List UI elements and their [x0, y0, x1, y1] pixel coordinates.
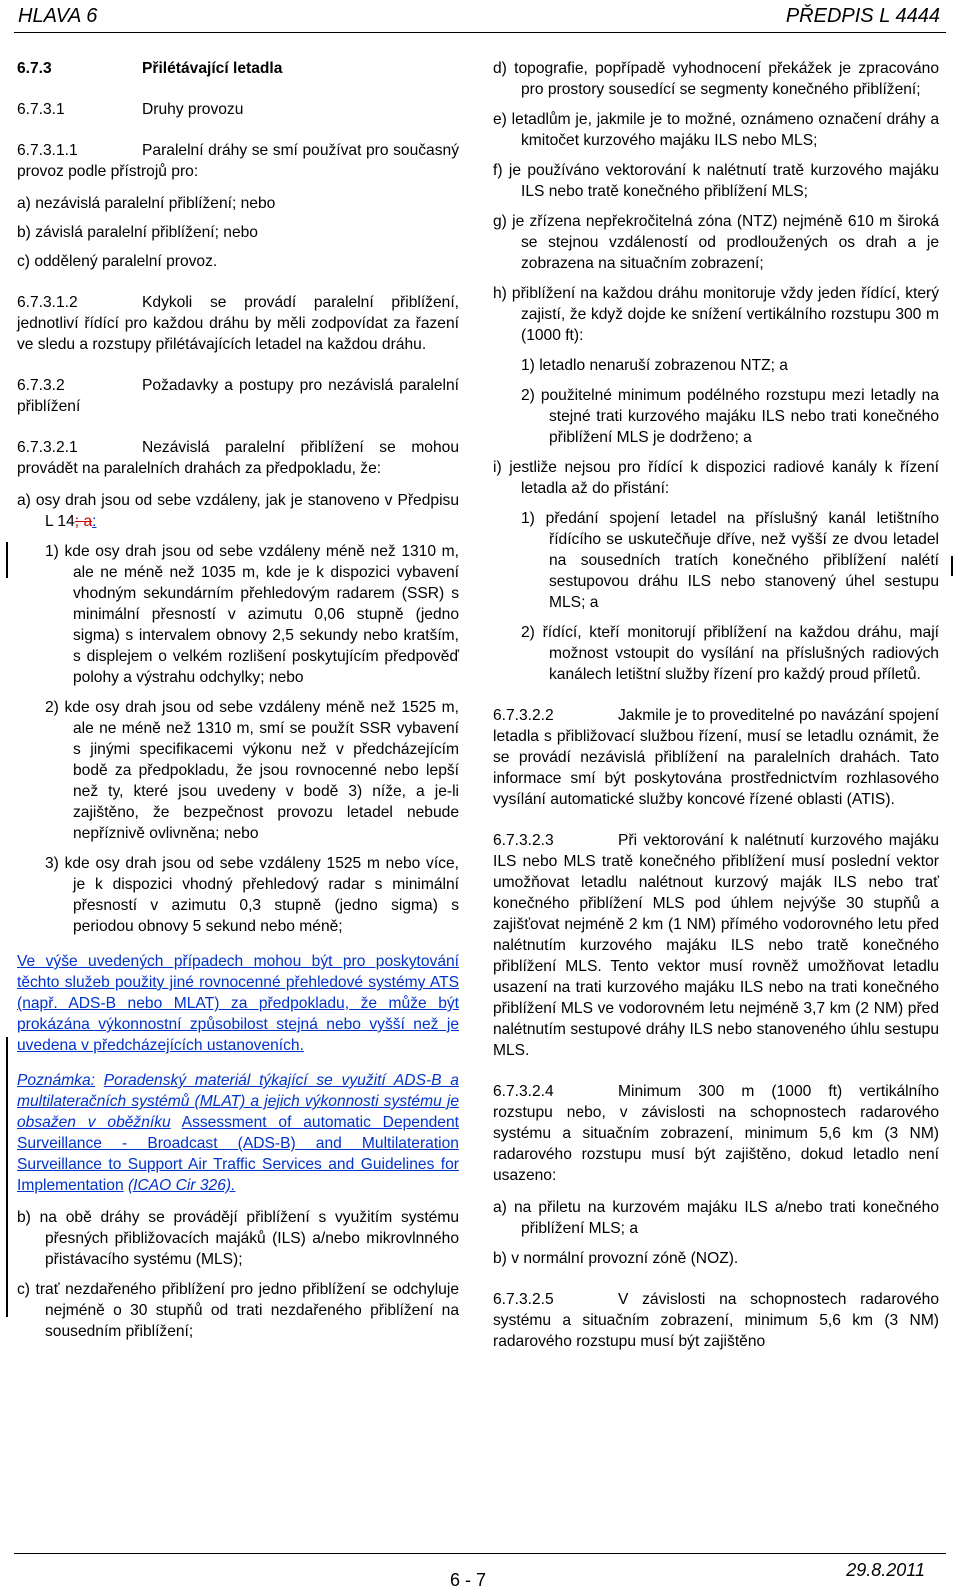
footer-divider [14, 1553, 946, 1554]
section-heading: 6.7.3 Přilétávající letadla [17, 60, 283, 77]
header-regulation: PŘEDPIS L 4444 [785, 5, 940, 27]
list-subitem: 1) kde osy drah jsou od sebe vzdáleny méně než 1310 m, ale ne méně než 1035 m, kde je k dispozici vybavení vhodným sekundárním přehledovým radarem (SSR) s minimální přesností v azimutu 0,06 stupně (jedno sigma) s intervalem obnovy 2,5 sekundy nebo kratším, s displejem o velkém rozlišení poskytujícím předpověď polohy a výstrahu odchylky; nebo [45, 543, 459, 686]
list-subitem: 3) kde osy drah jsou od sebe vzdáleny 1525 m nebo více, je k dispozici vhodný přehledový radar s minimální přesností v azimutu 0,3 stupně (jedno sigma) s periodou obnovy 5 sekund nebo méně; [45, 855, 459, 935]
change-bar [6, 542, 8, 578]
list-subitem: 2) řídící, kteří monitorují přiblížení na každou dráhu, mají možnost vstoupit do vysílání na příslušných radiových kanálech letištní služby řízení pro každý proud příletů. [521, 624, 939, 683]
right-column [493, 58, 939, 1363]
amendment-text: Ve výše uvedených případech mohou být pro poskytování těchto služeb použity jiné rovnocenné přehledové systémy ATS (např. ADS-B nebo MLAT) za předpokladu, že může být prokázána výkonnostní způsobilost stejná nebo vyšší než je uvedena v předcházejících ustanoveních. [17, 953, 459, 1054]
list-item: d) topografie, popřípadě vyhodnocení překážek je zpracováno pro prostory sousedící se segmenty konečného přiblížení; [493, 60, 939, 98]
left-column [17, 58, 459, 1351]
paragraph: 6.7.3.2.2 Jakmile je to proveditelné po navázání spojení letadla s přibližovací službou řízení, musí se letadlu oznámit, že se provádí nezávislá přiblížení na paralelních drahách. Tato informace smí být poskytována prostřednictvím rozhlasového vysílání automatické služby koncové řízené oblasti (ATIS). [493, 707, 939, 808]
list-item: b) na obě dráhy se provádějí přiblížení s využitím systému přesných přibližovacích majáků (ILS) a/nebo mikrovlnného přistávacího systému (MLS); [17, 1209, 459, 1268]
list-subitem: 2) kde osy drah jsou od sebe vzdáleny méně než 1525 m, ale ne méně než 1310 m, smí se použít SSR vybavení s jinými specifikacemi výkonu než v předcházejícím bodě za předpokladu, že jsou rovnocenné nebo lepší než ty, které jsou uvedeny v bodě 3) níže, a je-li zajištěno, že bezpečnost provozu letadel nebude nepříznivě ovlivněna; nebo [45, 699, 459, 842]
list-subitem: 1) předání spojení letadel na příslušný kanál letištního řídícího se uskutečňuje dříve, než vyšší ze dvou letadel na sousedních tratích konečného přiblížení nalétí sestupovou dráhu ILS nebo stanovený úhel sestupu MLS; a [521, 510, 939, 611]
list-subitem: 1) letadlo nenaruší zobrazenou NTZ; a [521, 357, 788, 374]
paragraph: 6.7.3.2.1 Nezávislá paralelní přiblížení se mohou provádět na paralelních drahách za předpokladu, že: [17, 439, 459, 477]
list-item: a) na přiletu na kurzovém majáku ILS a/nebo trati konečného přiblížení MLS; a [493, 1199, 939, 1237]
footer-date: 29.8.2011 [846, 1560, 925, 1580]
paragraph: 6.7.3.2.4 Minimum 300 m (1000 ft) vertikálního rozstupu nebo, v závislosti na schopnostech radarového systému a situačním zobrazení, minimum 5,6 km (3 NM) radarového rozstupu musí být zajištěno, dokud letadlo není usazeno: [493, 1083, 939, 1184]
list-item: f) je používáno vektorování k nalétnutí tratě kurzového majáku ILS nebo tratě konečného přiblížení MLS; [493, 162, 939, 200]
page-header [0, 0, 960, 36]
list-item: g) je zřízena nepřekročitelná zóna (NTZ) nejméně 610 m široká se stejnou vzdáleností od prodloužených os drah a je zobrazena na situačním zobrazení; [493, 213, 939, 272]
paragraph: 6.7.3.1.2 Kdykoli se provádí paralelní přiblížení, jednotliví řídící pro každou dráhu by měli zodpovídat za řazení ve sledu a rozstupy přilétávajících letadel na každou dráhu. [17, 294, 459, 353]
paragraph: 6.7.3.2.5 V závislosti na schopnostech radarového systému a situačním zobrazení, minimum 5,6 km (3 NM) radarového rozstupu musí být zajištěno [493, 1291, 939, 1350]
subsection-heading: 6.7.3.1 Druhy provozu [17, 101, 244, 118]
list-item: c) oddělený paralelní provoz. [17, 253, 218, 270]
list-subitem: 2) použitelné minimum podélného rozstupu mezi letadly na stejné trati kurzového majáku ILS nebo trati konečného přiblížení MLS je dodrženo; a [521, 387, 939, 446]
list-item: h) přiblížení na každou dráhu monitoruje vždy jeden řídící, který zajistí, že když dojde ke snížení vertikálního rozstupu 300 m (1000 ft): [493, 285, 939, 344]
list-item: e) letadlům je, jakmile je to možné, oznámeno označení dráhy a kmitočet kurzového majáku ILS nebo MLS; [493, 111, 939, 149]
list-item: b) v normální provozní zóně (NOZ). [493, 1250, 739, 1267]
paragraph: 6.7.3.1.1 Paralelní dráhy se smí používat pro současný provoz podle přístrojů pro: [17, 142, 459, 180]
header-chapter: HLAVA 6 [18, 5, 98, 27]
header-divider [14, 32, 946, 33]
note: Poznámka: Poradenský materiál týkající se využití ADS-B a multilateračních systémů (MLAT) a jejich výkonnosti systému je obsažen v oběžníku Assessment of automatic Dependent Surveillance - Broadcast (ADS-B) and Multilateration Surveillance to Support Air Traffic Services and Guidelines for Implementation (ICAO Cir 326). [17, 1072, 459, 1194]
list-item: i) jestliže nejsou pro řídící k dispozici radiové kanály k řízení letadla až do přistání: [493, 459, 939, 497]
list-item: a) nezávislá paralelní přiblížení; nebo [17, 195, 276, 212]
change-bar [6, 1037, 8, 1317]
change-bar [951, 556, 953, 576]
subsection-heading: 6.7.3.2 Požadavky a postupy pro nezávislá paralelní přiblížení [17, 377, 459, 415]
list-item: b) závislá paralelní přiblížení; nebo [17, 224, 258, 241]
page-number: 6 - 7 [450, 1570, 487, 1590]
paragraph: 6.7.3.2.3 Při vektorování k nalétnutí kurzového majáku ILS nebo MLS tratě konečného přiblížení musí poslední vektor umožňovat letadlu nalétnout kurzový maják ILS nebo trať konečného přiblížení MLS pod úhlem nejvýše 30 stupňů a zajišťovat nejméně 2 km (1 NM) přímého vodorovného letu před nalétnutím kurzového majáku ILS nebo tratě konečného přiblížení MLS. Tento vektor musí rovněž umožňovat letadlu usazení na trati kurzového majáku ILS nebo na trati konečného přiblížení MLS ve vodorovném letu nejméně 3,7 km (2 NM) před nalétnutím sestupové dráhy ILS nebo stanoveného úhlu sestupu MLS. [493, 832, 939, 1059]
list-item: a) osy drah jsou od sebe vzdáleny, jak je stanoveno v Předpisu L 14; a: [17, 492, 459, 530]
list-item: c) trať nezdařeného přiblížení pro jedno přiblížení se odchyluje nejméně o 30 stupňů od trati nezdařeného přiblížení na sousedním přiblížení; [17, 1281, 459, 1340]
